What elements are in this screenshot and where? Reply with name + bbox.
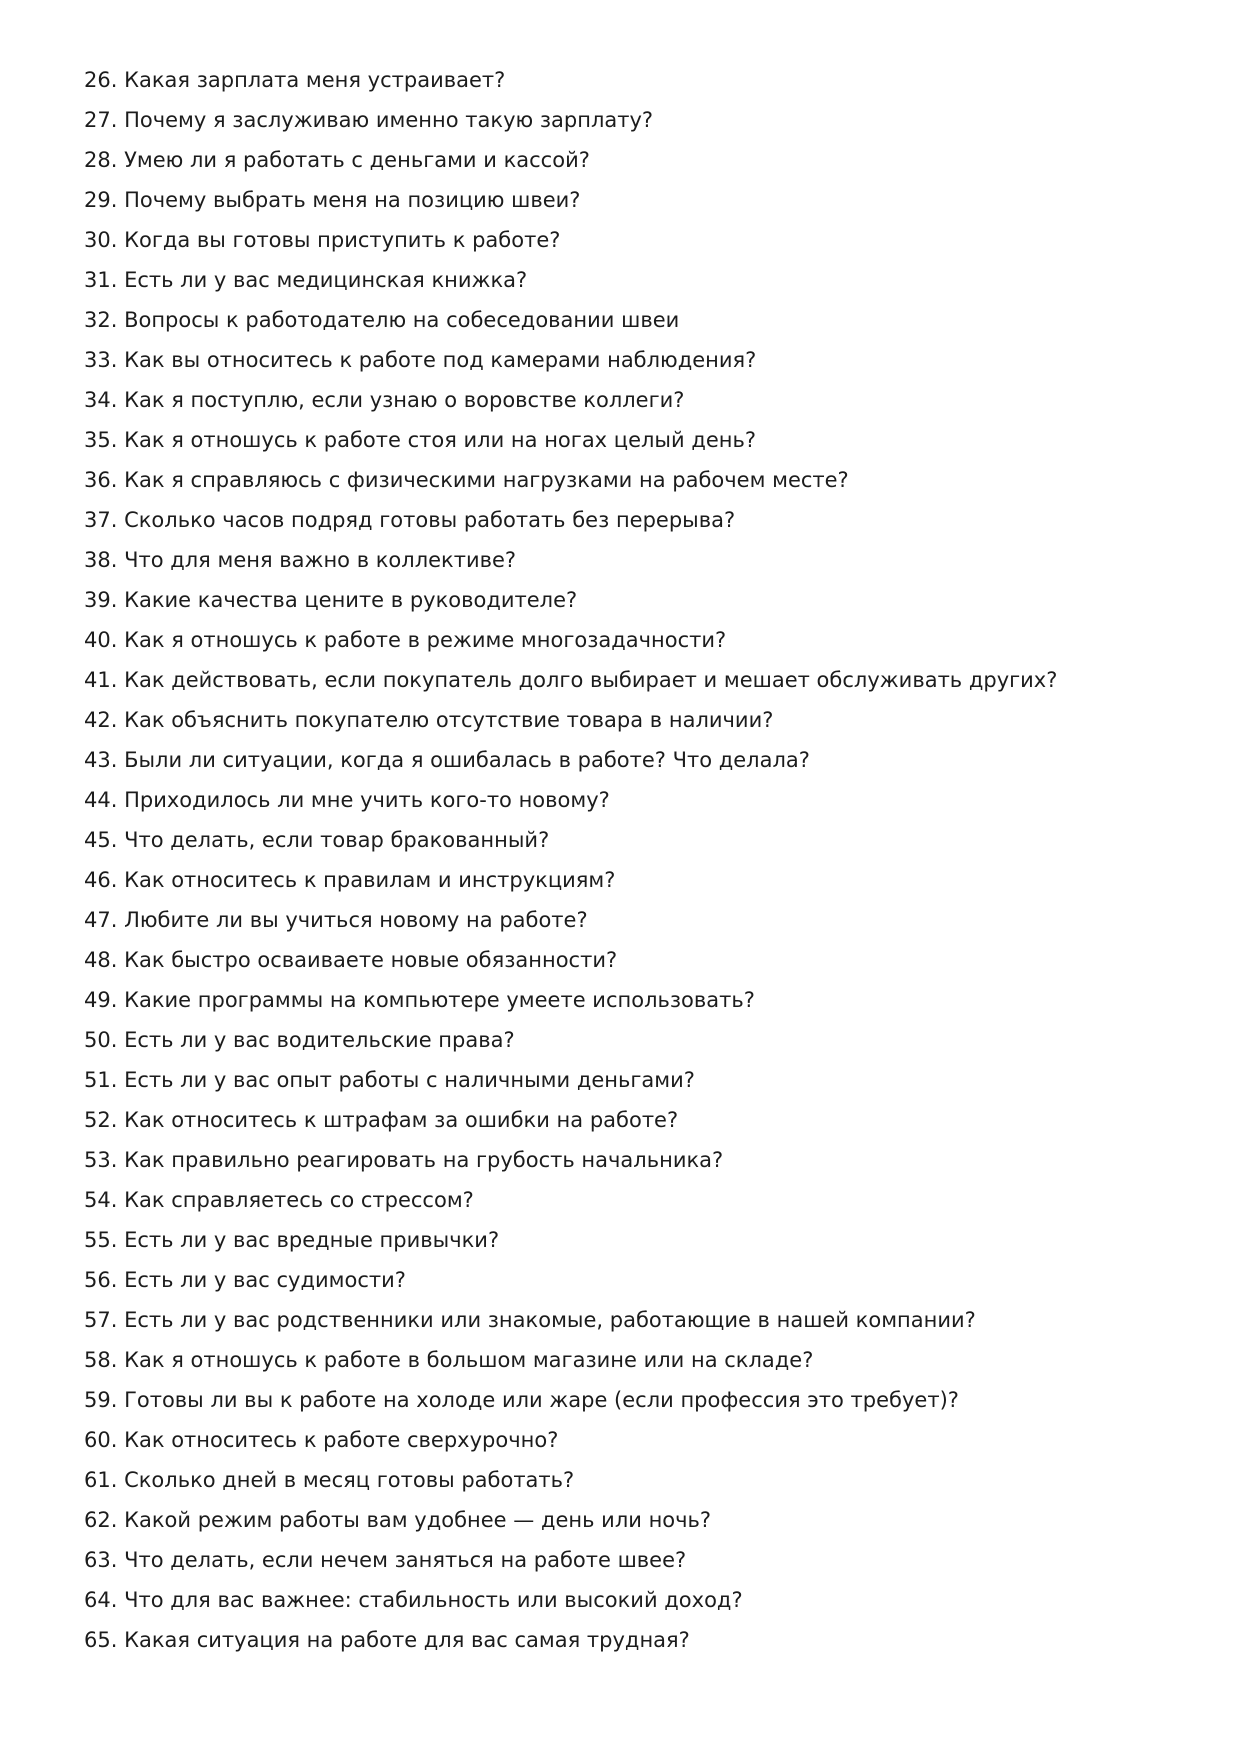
question-item: 33. Как вы относитесь к работе под камерами наблюдения? (84, 348, 757, 372)
question-item: 56. Есть ли у вас судимости? (84, 1268, 406, 1292)
question-item: 46. Как относитесь к правилам и инструкциям? (84, 868, 616, 892)
question-item: 62. Какой режим работы вам удобнее — день или ночь? (84, 1508, 712, 1532)
question-item: 43. Были ли ситуации, когда я ошибалась в работе? Что делала? (84, 748, 810, 772)
question-item: 42. Как объяснить покупателю отсутствие товара в наличии? (84, 708, 774, 732)
question-item: 61. Сколько дней в месяц готовы работать? (84, 1468, 575, 1492)
question-item: 44. Приходилось ли мне учить кого-то новому? (84, 788, 610, 812)
question-item: 51. Есть ли у вас опыт работы с наличными деньгами? (84, 1068, 695, 1092)
question-item: 31. Есть ли у вас медицинская книжка? (84, 268, 528, 292)
question-item: 60. Как относитесь к работе сверхурочно? (84, 1428, 559, 1452)
question-item: 48. Как быстро осваиваете новые обязанности? (84, 948, 618, 972)
question-item: 35. Как я отношусь к работе стоя или на ногах целый день? (84, 428, 757, 452)
question-item: 59. Готовы ли вы к работе на холоде или жаре (если профессия это требует)? (84, 1388, 959, 1412)
question-item: 55. Есть ли у вас вредные привычки? (84, 1228, 500, 1252)
question-item: 54. Как справляетесь со стрессом? (84, 1188, 474, 1212)
question-item: 39. Какие качества цените в руководителе? (84, 588, 578, 612)
question-item: 47. Любите ли вы учиться новому на работе? (84, 908, 588, 932)
question-item: 65. Какая ситуация на работе для вас самая трудная? (84, 1628, 690, 1652)
question-item: 34. Как я поступлю, если узнаю о воровстве коллеги? (84, 388, 685, 412)
question-item: 63. Что делать, если нечем заняться на работе швее? (84, 1548, 687, 1572)
question-item: 29. Почему выбрать меня на позицию швеи? (84, 188, 581, 212)
question-item: 45. Что делать, если товар бракованный? (84, 828, 550, 852)
question-item: 52. Как относитесь к штрафам за ошибки на работе? (84, 1108, 679, 1132)
question-item: 57. Есть ли у вас родственники или знакомые, работающие в нашей компании? (84, 1308, 976, 1332)
question-item: 40. Как я отношусь к работе в режиме многозадачности? (84, 628, 727, 652)
question-item: 37. Сколько часов подряд готовы работать без перерыва? (84, 508, 736, 532)
question-item: 26. Какая зарплата меня устраивает? (84, 68, 506, 92)
question-item: 53. Как правильно реагировать на грубость начальника? (84, 1148, 724, 1172)
question-item: 32. Вопросы к работодателю на собеседовании швеи (84, 308, 680, 332)
question-item: 38. Что для меня важно в коллективе? (84, 548, 517, 572)
question-item: 49. Какие программы на компьютере умеете использовать? (84, 988, 755, 1012)
question-item: 28. Умею ли я работать с деньгами и кассой? (84, 148, 590, 172)
question-item: 36. Как я справляюсь с физическими нагрузками на рабочем месте? (84, 468, 849, 492)
question-item: 41. Как действовать, если покупатель долго выбирает и мешает обслуживать других? (84, 668, 1058, 692)
question-item: 50. Есть ли у вас водительские права? (84, 1028, 515, 1052)
question-item: 58. Как я отношусь к работе в большом магазине или на складе? (84, 1348, 814, 1372)
question-list (84, 60, 1184, 1660)
question-item: 27. Почему я заслуживаю именно такую зарплату? (84, 108, 654, 132)
question-item: 64. Что для вас важнее: стабильность или высокий доход? (84, 1588, 743, 1612)
question-item: 30. Когда вы готовы приступить к работе? (84, 228, 561, 252)
